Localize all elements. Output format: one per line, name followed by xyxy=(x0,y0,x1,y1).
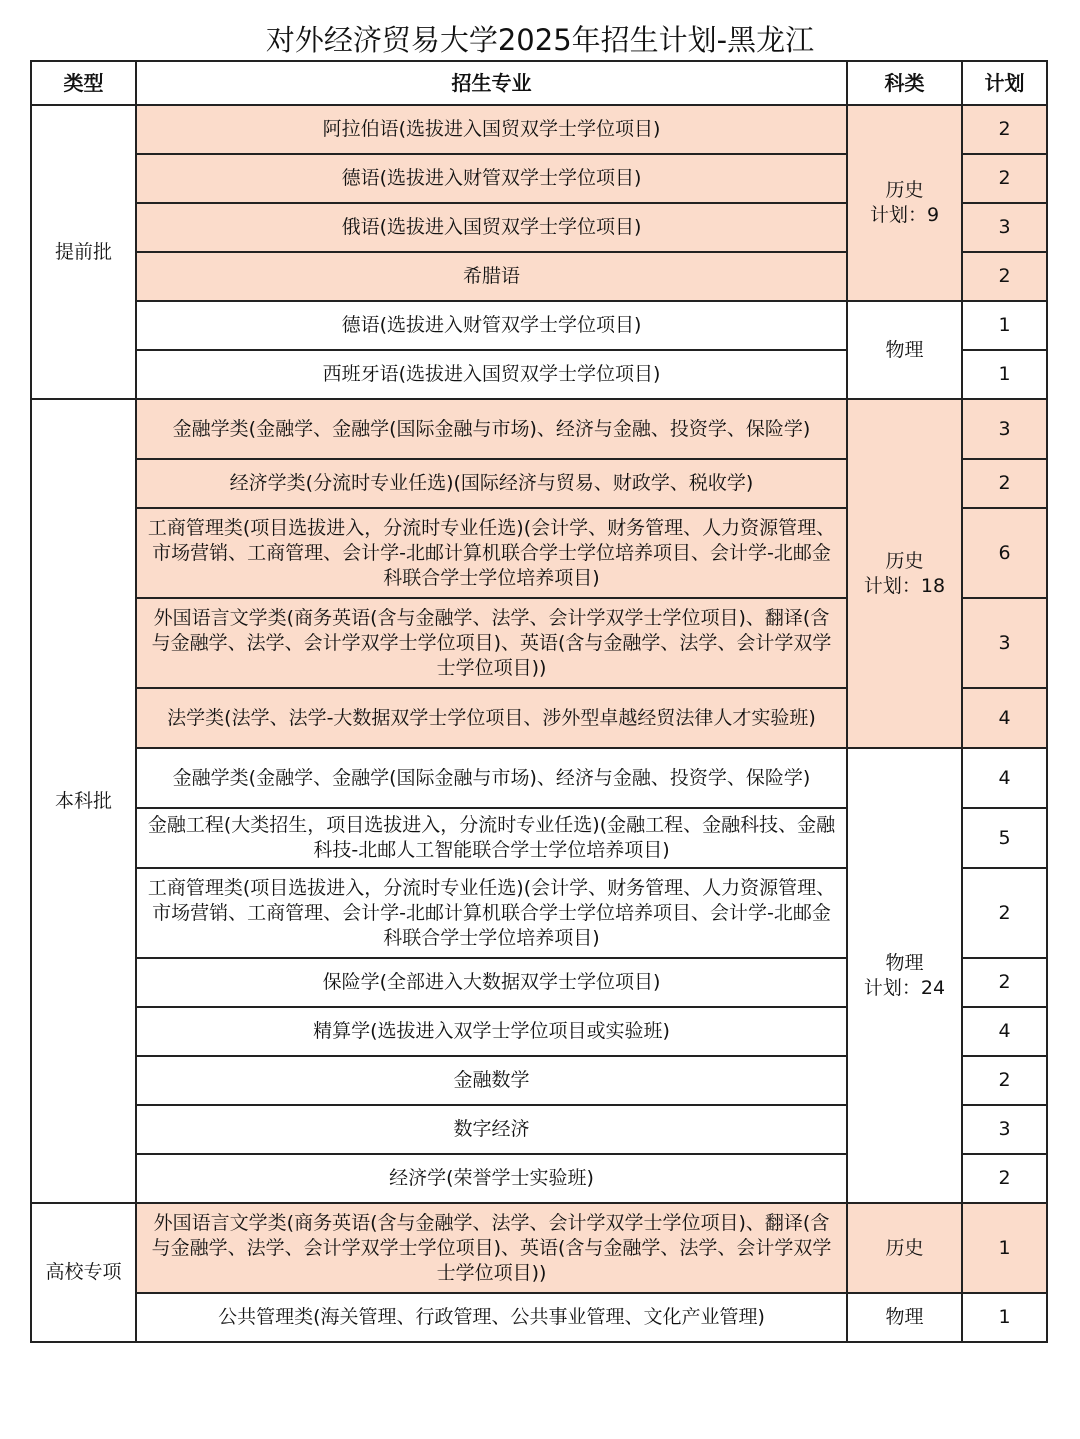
header-type: 类型 xyxy=(31,61,136,105)
major-cell: 工商管理类(项目选拔进入，分流时专业任选)(会计学、财务管理、人力资源管理、市场营销、工商管理、会计学-北邮计算机联合学士学位培养项目、会计学-北邮金科联合学士学位培养项目) xyxy=(136,868,847,958)
plan-cell: 4 xyxy=(962,688,1047,748)
major-cell: 精算学(选拔进入双学士学位项目或实验班) xyxy=(136,1007,847,1056)
subject-cell-physics-special: 物理 xyxy=(847,1293,962,1342)
plan-cell: 2 xyxy=(962,252,1047,301)
header-plan: 计划 xyxy=(962,61,1047,105)
major-cell: 金融学类(金融学、金融学(国际金融与市场)、经济与金融、投资学、保险学) xyxy=(136,399,847,459)
table-row xyxy=(31,748,1047,808)
major-cell: 公共管理类(海关管理、行政管理、公共事业管理、文化产业管理) xyxy=(136,1293,847,1342)
plan-cell: 2 xyxy=(962,868,1047,958)
type-cell-special: 高校专项 xyxy=(31,1203,136,1342)
major-cell: 外国语言文学类(商务英语(含与金融学、法学、会计学双学士学位项目)、翻译(含与金融学、法学、会计学双学士学位项目)、英语(含与金融学、法学、会计学双学士学位项目)) xyxy=(136,1203,847,1293)
subject-name: 历史 xyxy=(885,549,924,572)
major-cell: 保险学(全部进入大数据双学士学位项目) xyxy=(136,958,847,1007)
plan-cell: 3 xyxy=(962,203,1047,252)
subject-cell-physics-undergrad xyxy=(847,748,962,1203)
plan-cell: 2 xyxy=(962,105,1047,154)
subject-name: 历史 xyxy=(885,179,924,201)
header-row xyxy=(31,61,1047,105)
plan-cell: 4 xyxy=(962,748,1047,808)
plan-cell: 6 xyxy=(962,508,1047,598)
admission-plan-table xyxy=(30,60,1048,1343)
subject-plan: 计划：9 xyxy=(869,204,940,226)
subject-cell-history-early xyxy=(847,105,962,301)
table-row xyxy=(31,1293,1047,1342)
major-cell: 数字经济 xyxy=(136,1105,847,1154)
plan-cell: 3 xyxy=(962,598,1047,688)
plan-cell: 2 xyxy=(962,1056,1047,1105)
subject-plan: 计划：24 xyxy=(863,976,946,999)
major-cell: 金融数学 xyxy=(136,1056,847,1105)
table-row xyxy=(31,301,1047,350)
plan-cell: 5 xyxy=(962,808,1047,868)
plan-cell: 1 xyxy=(962,1293,1047,1342)
major-cell: 经济学类(分流时专业任选)(国际经济与贸易、财政学、税收学) xyxy=(136,459,847,508)
plan-cell: 1 xyxy=(962,301,1047,350)
subject-plan: 计划：18 xyxy=(863,574,946,597)
plan-cell: 3 xyxy=(962,1105,1047,1154)
table-row xyxy=(31,105,1047,154)
plan-cell: 1 xyxy=(962,1203,1047,1293)
plan-cell: 1 xyxy=(962,350,1047,399)
table-row xyxy=(31,399,1047,459)
major-cell: 金融学类(金融学、金融学(国际金融与市场)、经济与金融、投资学、保险学) xyxy=(136,748,847,808)
subject-cell-history-special: 历史 xyxy=(847,1203,962,1293)
type-cell-early: 提前批 xyxy=(31,105,136,399)
major-cell: 金融工程(大类招生，项目选拔进入，分流时专业任选)(金融工程、金融科技、金融科技-北邮人工智能联合学士学位培养项目) xyxy=(136,808,847,868)
header-major: 招生专业 xyxy=(136,61,847,105)
major-cell: 法学类(法学、法学-大数据双学士学位项目、涉外型卓越经贸法律人才实验班) xyxy=(136,688,847,748)
subject-name: 物理 xyxy=(885,951,924,974)
major-cell: 阿拉伯语(选拔进入国贸双学士学位项目) xyxy=(136,105,847,154)
plan-cell: 4 xyxy=(962,1007,1047,1056)
table-row xyxy=(31,1203,1047,1293)
major-cell: 希腊语 xyxy=(136,252,847,301)
plan-cell: 2 xyxy=(962,154,1047,203)
major-cell: 经济学(荣誉学士实验班) xyxy=(136,1154,847,1203)
subject-cell-physics-early: 物理 xyxy=(847,301,962,399)
major-cell: 德语(选拔进入财管双学士学位项目) xyxy=(136,154,847,203)
major-cell: 西班牙语(选拔进入国贸双学士学位项目) xyxy=(136,350,847,399)
major-cell: 德语(选拔进入财管双学士学位项目) xyxy=(136,301,847,350)
major-cell: 工商管理类(项目选拔进入，分流时专业任选)(会计学、财务管理、人力资源管理、市场营销、工商管理、会计学-北邮计算机联合学士学位培养项目、会计学-北邮金科联合学士学位培养项目) xyxy=(136,508,847,598)
page-title: 对外经济贸易大学2025年招生计划-黑龙江 xyxy=(265,23,815,57)
plan-cell: 3 xyxy=(962,399,1047,459)
major-cell: 俄语(选拔进入国贸双学士学位项目) xyxy=(136,203,847,252)
plan-cell: 2 xyxy=(962,459,1047,508)
subject-cell-history-undergrad xyxy=(847,399,962,748)
type-cell-undergrad: 本科批 xyxy=(31,399,136,1203)
header-subject: 科类 xyxy=(847,61,962,105)
plan-cell: 2 xyxy=(962,1154,1047,1203)
plan-cell: 2 xyxy=(962,958,1047,1007)
major-cell: 外国语言文学类(商务英语(含与金融学、法学、会计学双学士学位项目)、翻译(含与金融学、法学、会计学双学士学位项目)、英语(含与金融学、法学、会计学双学士学位项目)) xyxy=(136,598,847,688)
